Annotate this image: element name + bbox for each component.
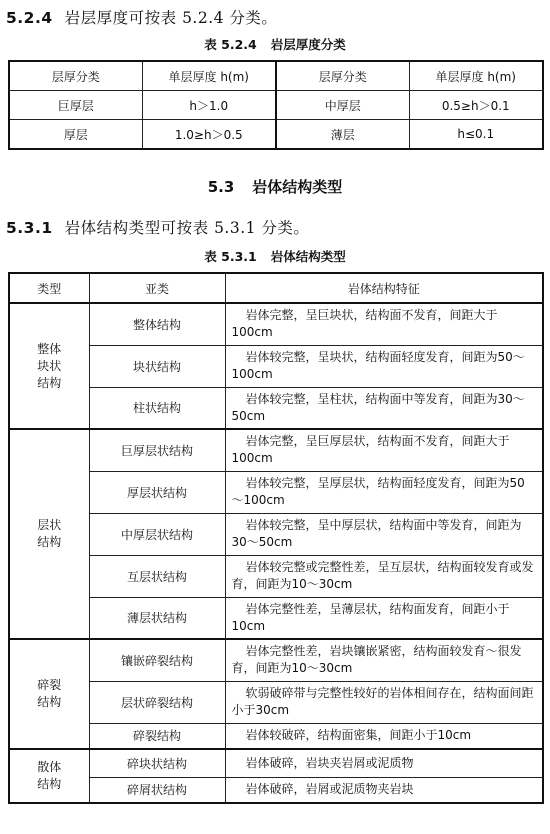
table-row <box>9 345 543 387</box>
clause-text: 岩体结构类型可按表 5.3.1 分类。 <box>64 219 310 237</box>
subtype-cell: 中厚层状结构 <box>89 513 225 555</box>
clause-text: 岩层厚度可按表 5.2.4 分类。 <box>64 9 278 27</box>
table-header-row <box>9 273 543 303</box>
type-label: 碎裂 结构 <box>37 678 62 709</box>
type-cell <box>9 303 89 429</box>
clause-number: 5.3.1 <box>6 219 53 237</box>
subtype-cell: 厚层状结构 <box>89 471 225 513</box>
section-number: 5.3 <box>207 178 235 196</box>
table-caption-5-3-1 <box>0 247 550 265</box>
table-row <box>9 91 543 120</box>
feature-cell: 软弱破碎带与完整性较好的岩体相间存在，结构面间距小于30cm <box>225 681 543 723</box>
feature-cell: 岩体较完整，呈厚层状，结构面轻度发育，间距为50～100cm <box>225 471 543 513</box>
subtype-cell: 薄层状结构 <box>89 597 225 639</box>
table-row <box>9 597 543 639</box>
feature-cell: 岩体较完整或完整性差，呈互层状，结构面较发育或发育，间距为10～30cm <box>225 555 543 597</box>
table-row <box>9 749 543 777</box>
table-row <box>9 387 543 429</box>
caption-title: 岩体结构类型 <box>270 249 346 264</box>
subtype-cell: 柱状结构 <box>89 387 225 429</box>
header-cell: 单层厚度 h(m) <box>142 61 276 91</box>
table-row <box>9 555 543 597</box>
table-row <box>9 513 543 555</box>
clause-number: 5.2.4 <box>6 9 53 27</box>
feature-cell: 岩体完整性差，岩块镶嵌紧密，结构面较发育～很发育，间距为10～30cm <box>225 639 543 681</box>
table-row <box>9 723 543 749</box>
subtype-cell: 层状碎裂结构 <box>89 681 225 723</box>
subtype-cell: 块状结构 <box>89 345 225 387</box>
section-heading-5-3 <box>0 176 550 197</box>
table-row <box>9 303 543 345</box>
table-row <box>9 120 543 150</box>
rock-thickness-table <box>8 60 544 150</box>
clause-5-2-4 <box>6 6 277 28</box>
table-caption-5-2-4 <box>0 35 550 53</box>
table-cell: 巨厚层 <box>9 91 142 120</box>
type-cell <box>9 639 89 749</box>
header-cell: 岩体结构特征 <box>225 273 543 303</box>
feature-cell: 岩体完整性差，呈薄层状，结构面发育，间距小于10cm <box>225 597 543 639</box>
table-cell: 中厚层 <box>276 91 409 120</box>
subtype-cell: 互层状结构 <box>89 555 225 597</box>
table-row <box>9 429 543 471</box>
subtype-cell: 碎块状结构 <box>89 749 225 777</box>
feature-cell: 岩体较完整，呈块状，结构面轻度发育，间距为50～100cm <box>225 345 543 387</box>
type-label: 散体 结构 <box>37 760 62 791</box>
header-cell: 层厚分类 <box>276 61 409 91</box>
type-label: 层状 结构 <box>37 518 62 549</box>
caption-number: 表 5.3.1 <box>204 249 257 264</box>
table-row <box>9 777 543 803</box>
table-row <box>9 471 543 513</box>
table-cell: 1.0≥h＞0.5 <box>142 120 276 150</box>
subtype-cell: 碎裂结构 <box>89 723 225 749</box>
feature-cell: 岩体破碎，岩块夹岩屑或泥质物 <box>225 749 543 777</box>
type-cell <box>9 429 89 639</box>
feature-cell: 岩体完整，呈巨块状，结构面不发育，间距大于100cm <box>225 303 543 345</box>
table-cell: 厚层 <box>9 120 142 150</box>
subtype-cell: 整体结构 <box>89 303 225 345</box>
feature-cell: 岩体破碎，岩屑或泥质物夹岩块 <box>225 777 543 803</box>
table-header-row <box>9 61 543 91</box>
feature-cell: 岩体较破碎，结构面密集，间距小于10cm <box>225 723 543 749</box>
feature-cell: 岩体较完整，呈柱状，结构面中等发育，间距为30～50cm <box>225 387 543 429</box>
header-cell: 单层厚度 h(m) <box>409 61 543 91</box>
subtype-cell: 碎屑状结构 <box>89 777 225 803</box>
feature-cell: 岩体较完整，呈中厚层状，结构面中等发育，间距为30～50cm <box>225 513 543 555</box>
caption-number: 表 5.2.4 <box>204 37 257 52</box>
table-row <box>9 639 543 681</box>
rock-structure-table <box>8 272 544 804</box>
table-cell: 0.5≥h＞0.1 <box>409 91 543 120</box>
subtype-cell: 巨厚层状结构 <box>89 429 225 471</box>
header-cell: 亚类 <box>89 273 225 303</box>
header-cell: 类型 <box>9 273 89 303</box>
type-cell <box>9 749 89 803</box>
section-title: 岩体结构类型 <box>252 178 343 196</box>
clause-5-3-1 <box>6 216 309 238</box>
table-cell: h≤0.1 <box>409 120 543 150</box>
header-cell: 层厚分类 <box>9 61 142 91</box>
table-cell: h＞1.0 <box>142 91 276 120</box>
caption-title: 岩层厚度分类 <box>270 37 346 52</box>
subtype-cell: 镶嵌碎裂结构 <box>89 639 225 681</box>
table-cell: 薄层 <box>276 120 409 150</box>
table-row <box>9 681 543 723</box>
type-label: 整体 块状 结构 <box>37 341 62 390</box>
feature-cell: 岩体完整，呈巨厚层状，结构面不发育，间距大于100cm <box>225 429 543 471</box>
